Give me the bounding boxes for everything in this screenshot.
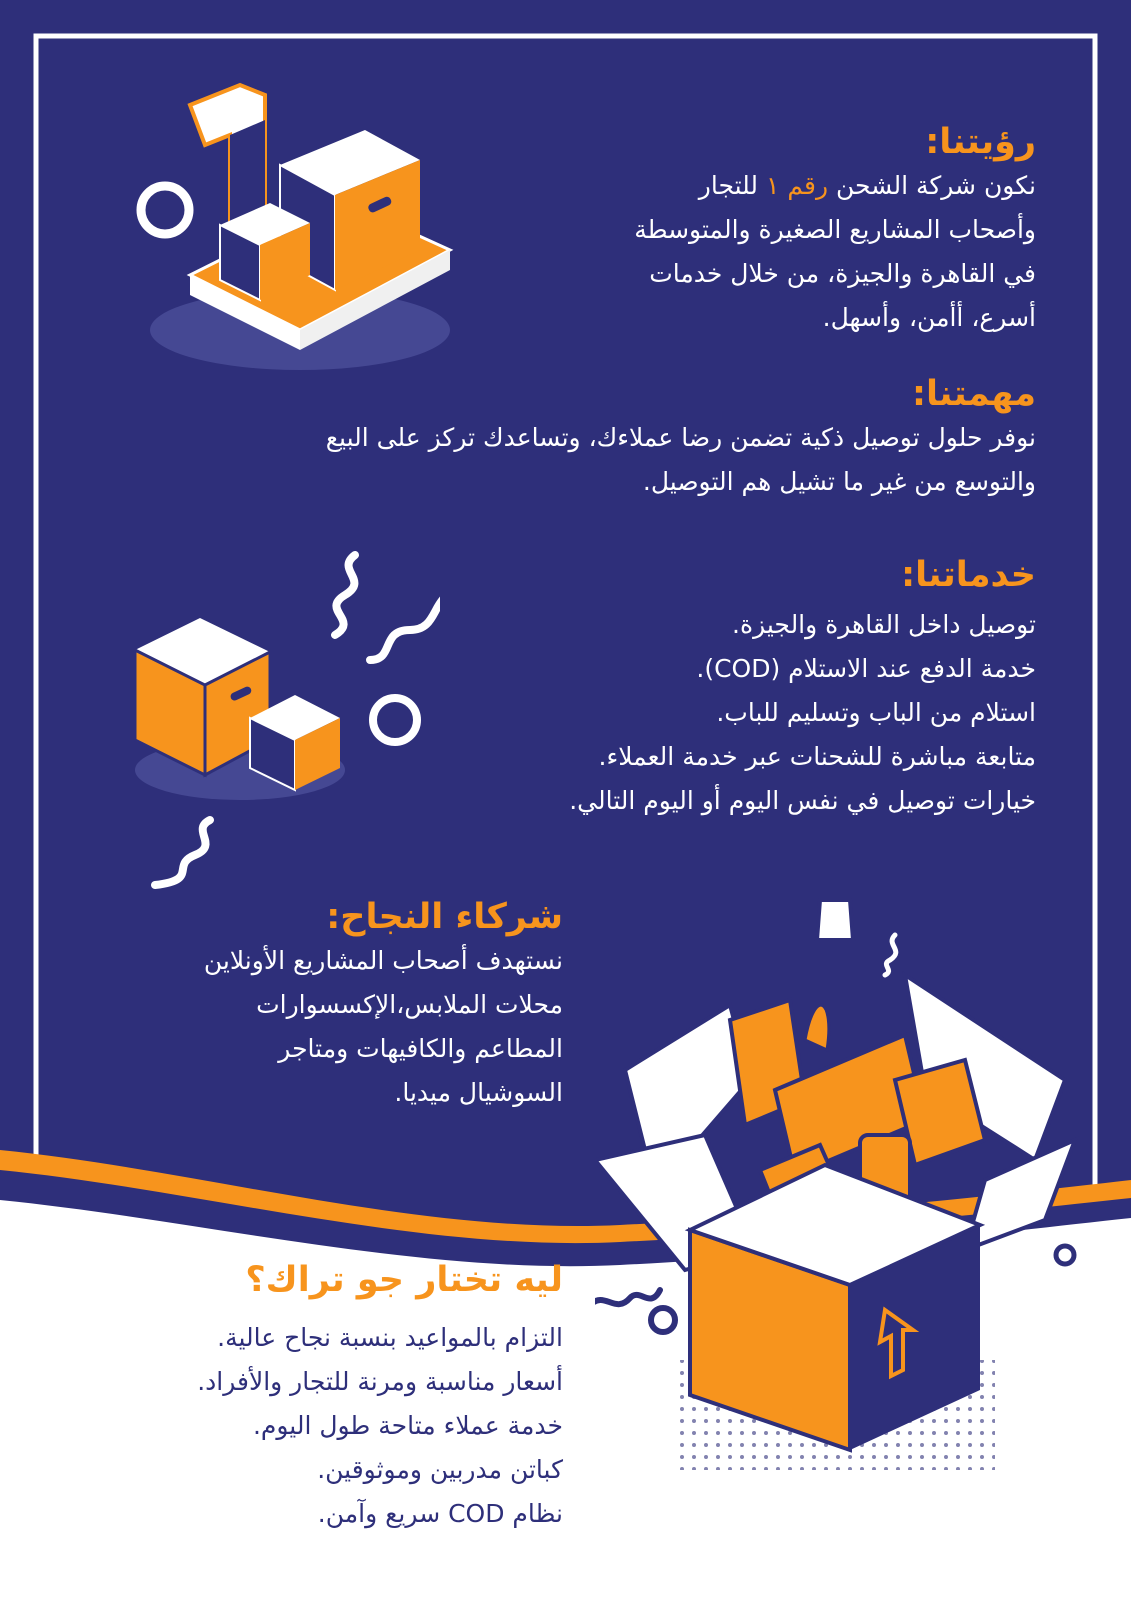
stacked-boxes-icon (120, 540, 440, 900)
service-item: متابعة مباشرة للشحنات عبر خدمة العملاء. (598, 742, 1036, 771)
service-item: توصيل داخل القاهرة والجيزة. (732, 610, 1036, 639)
why-item: كباتن مدربين وموثوقين. (317, 1455, 563, 1484)
vision-highlight: رقم ١ (765, 171, 829, 200)
partners-line: المطاعم والكافيهات ومتاجر (278, 1034, 563, 1063)
vision-heading: رؤيتنا: (925, 122, 1036, 162)
service-item: خيارات توصيل في نفس اليوم أو اليوم التالي. (569, 786, 1036, 815)
partners-heading: شركاء النجاح: (326, 897, 563, 937)
service-item: خدمة الدفع عند الاستلام (COD). (696, 654, 1036, 683)
vision-line-1: نكون شركة الشحن رقم ١ للتجار (698, 171, 1036, 200)
mission-line-1: نوفر حلول توصيل ذكية تضمن رضا عملاءك، وتساعدك تركز على البيع (325, 423, 1036, 452)
why-item: التزام بالمواعيد بنسبة نجاح عالية. (217, 1323, 563, 1352)
why-item: خدمة عملاء متاحة طول اليوم. (252, 1411, 563, 1440)
vision-line-3: في القاهرة والجيزة، من خلال خدمات (649, 259, 1036, 288)
mission-line-2: والتوسع من غير ما تشيل هم التوصيل. (642, 467, 1036, 496)
mission-section (76, 372, 1036, 504)
mission-heading: مهمتنا: (912, 374, 1036, 414)
why-item: نظام COD سريع وآمن. (317, 1499, 563, 1528)
why-section (83, 1258, 563, 1536)
vision-section (476, 120, 1036, 340)
partners-line: السوشيال ميديا. (394, 1078, 563, 1107)
partners-section (83, 895, 563, 1115)
services-heading: خدماتنا: (901, 555, 1036, 595)
why-item: أسعار مناسبة ومرنة للتجار والأفراد. (197, 1367, 563, 1396)
services-section (436, 553, 1036, 823)
vision-line-2: وأصحاب المشاريع الصغيرة والمتوسطة (634, 215, 1036, 244)
why-heading: ليه تختار جو تراك؟ (245, 1260, 563, 1300)
open-box-furniture-icon (595, 890, 1095, 1490)
service-item: استلام من الباب وتسليم للباب. (716, 698, 1036, 727)
partners-line: محلات الملابس،الإكسسوارات (256, 990, 563, 1019)
number-one-boxes-pallet-icon (130, 75, 460, 375)
vision-line-4: أسرع، أأمن، وأسهل. (822, 303, 1036, 332)
partners-line: نستهدف أصحاب المشاريع الأونلاين (203, 946, 563, 975)
